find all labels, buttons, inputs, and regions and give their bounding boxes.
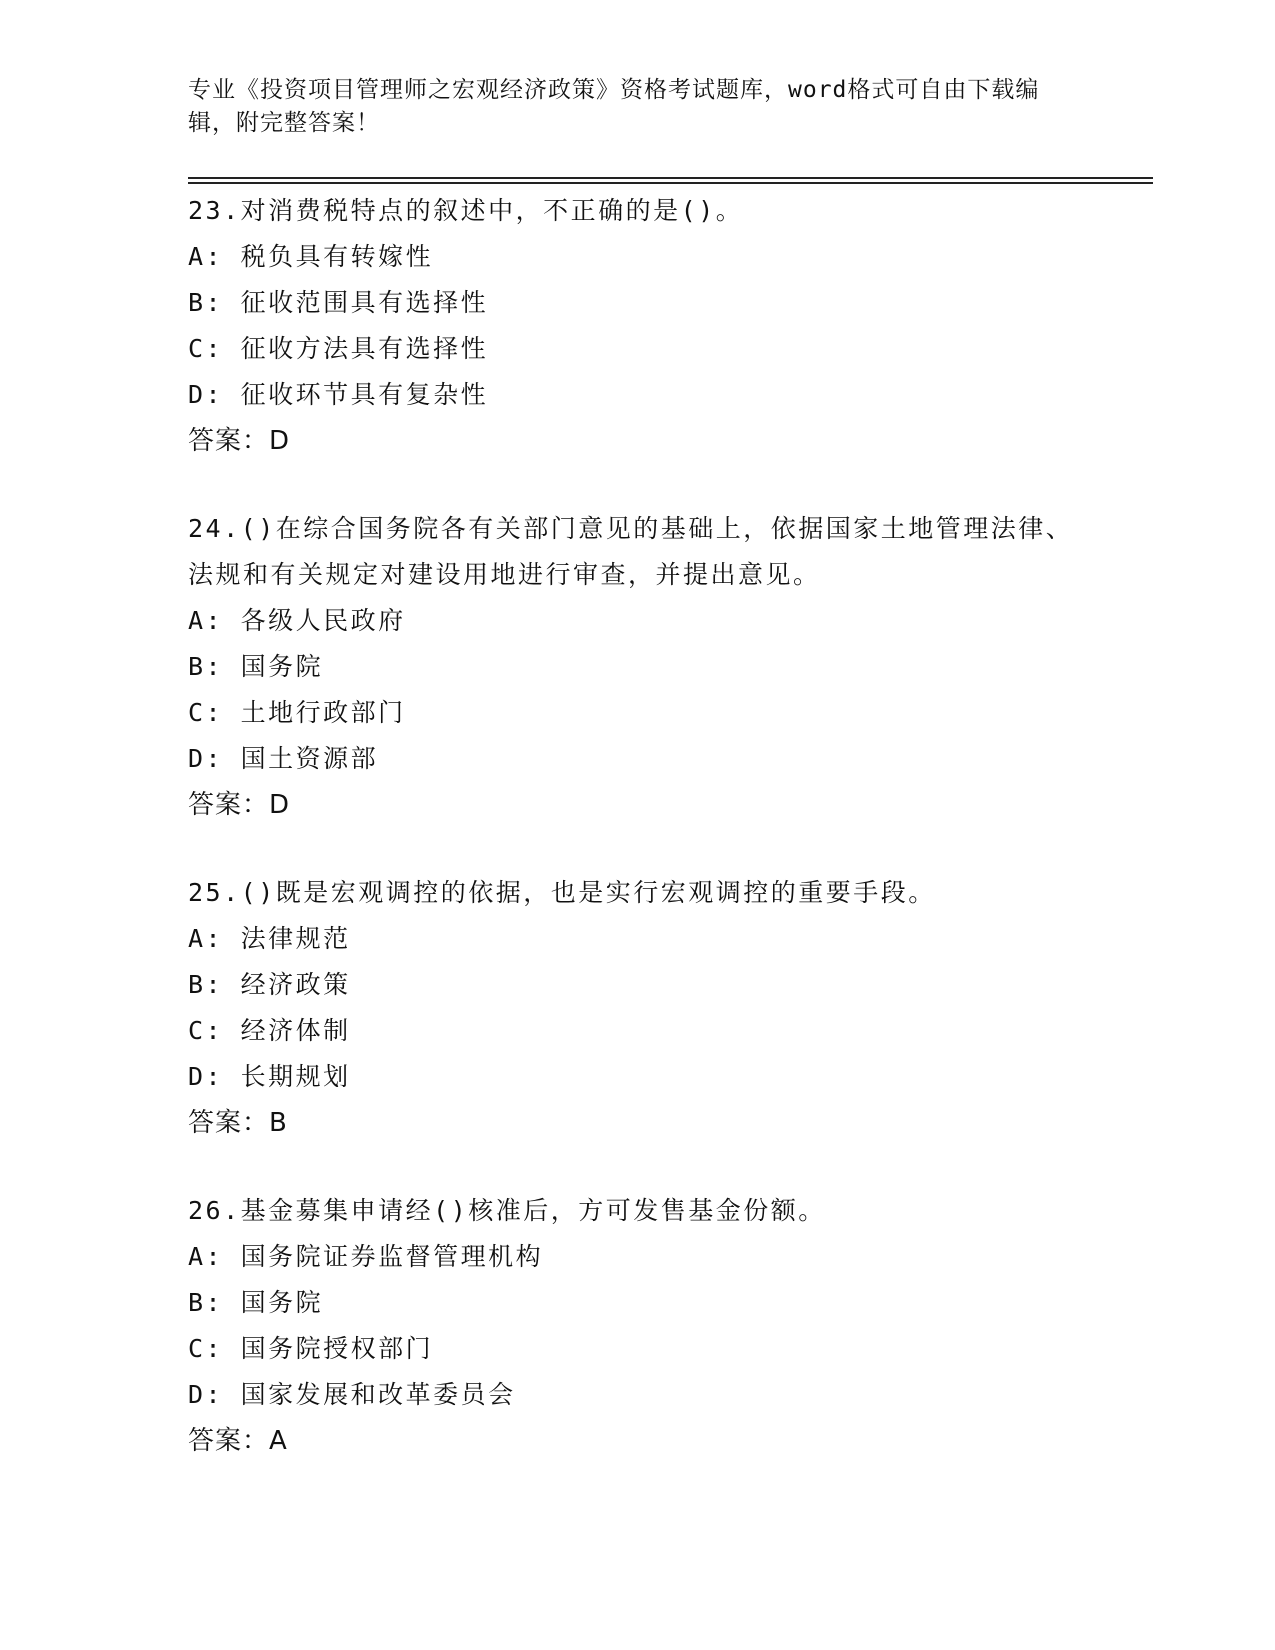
option-d: D: 国家发展和改革委员会 bbox=[188, 1380, 516, 1409]
header-divider-top bbox=[188, 177, 1153, 179]
header-divider-bottom bbox=[188, 182, 1153, 184]
question-item bbox=[188, 188, 1088, 464]
answer-line: 答案：A bbox=[188, 1426, 288, 1456]
option-c: C: 经济体制 bbox=[188, 1016, 351, 1045]
option-c: C: 征收方法具有选择性 bbox=[188, 334, 489, 363]
option-b: B: 国务院 bbox=[188, 652, 324, 681]
answer-line: 答案：D bbox=[188, 426, 291, 456]
option-a: A: 税负具有转嫁性 bbox=[188, 242, 434, 271]
option-d: D: 国土资源部 bbox=[188, 744, 379, 773]
option-d: D: 征收环节具有复杂性 bbox=[188, 380, 489, 409]
option-b: B: 经济政策 bbox=[188, 970, 351, 999]
option-c: C: 土地行政部门 bbox=[188, 698, 406, 727]
option-b: B: 征收范围具有选择性 bbox=[188, 288, 489, 317]
question-item bbox=[188, 506, 1088, 828]
answer-line: 答案：D bbox=[188, 790, 291, 820]
option-a: A: 国务院证券监督管理机构 bbox=[188, 1242, 544, 1271]
option-c: C: 国务院授权部门 bbox=[188, 1334, 434, 1363]
option-b: B: 国务院 bbox=[188, 1288, 324, 1317]
question-stem: 23.对消费税特点的叙述中，不正确的是()。 bbox=[188, 196, 744, 225]
question-item bbox=[188, 1188, 1088, 1464]
answer-line: 答案：B bbox=[188, 1108, 288, 1138]
option-a: A: 法律规范 bbox=[188, 924, 351, 953]
option-a: A: 各级人民政府 bbox=[188, 606, 406, 635]
question-stem: 24.()在综合国务院各有关部门意见的基础上，依据国家土地管理法律、法规和有关规定对建设用地进行审查，并提出意见。 bbox=[188, 514, 1074, 589]
question-list bbox=[188, 188, 1088, 1506]
question-item bbox=[188, 870, 1088, 1146]
option-d: D: 长期规划 bbox=[188, 1062, 351, 1091]
question-stem: 25.()既是宏观调控的依据，也是实行宏观调控的重要手段。 bbox=[188, 878, 936, 907]
question-stem: 26.基金募集申请经()核准后，方可发售基金份额。 bbox=[188, 1196, 826, 1225]
document-header: 专业《投资项目管理师之宏观经济政策》资格考试题库，word格式可自由下载编辑，附完整答案！ bbox=[188, 77, 1040, 136]
